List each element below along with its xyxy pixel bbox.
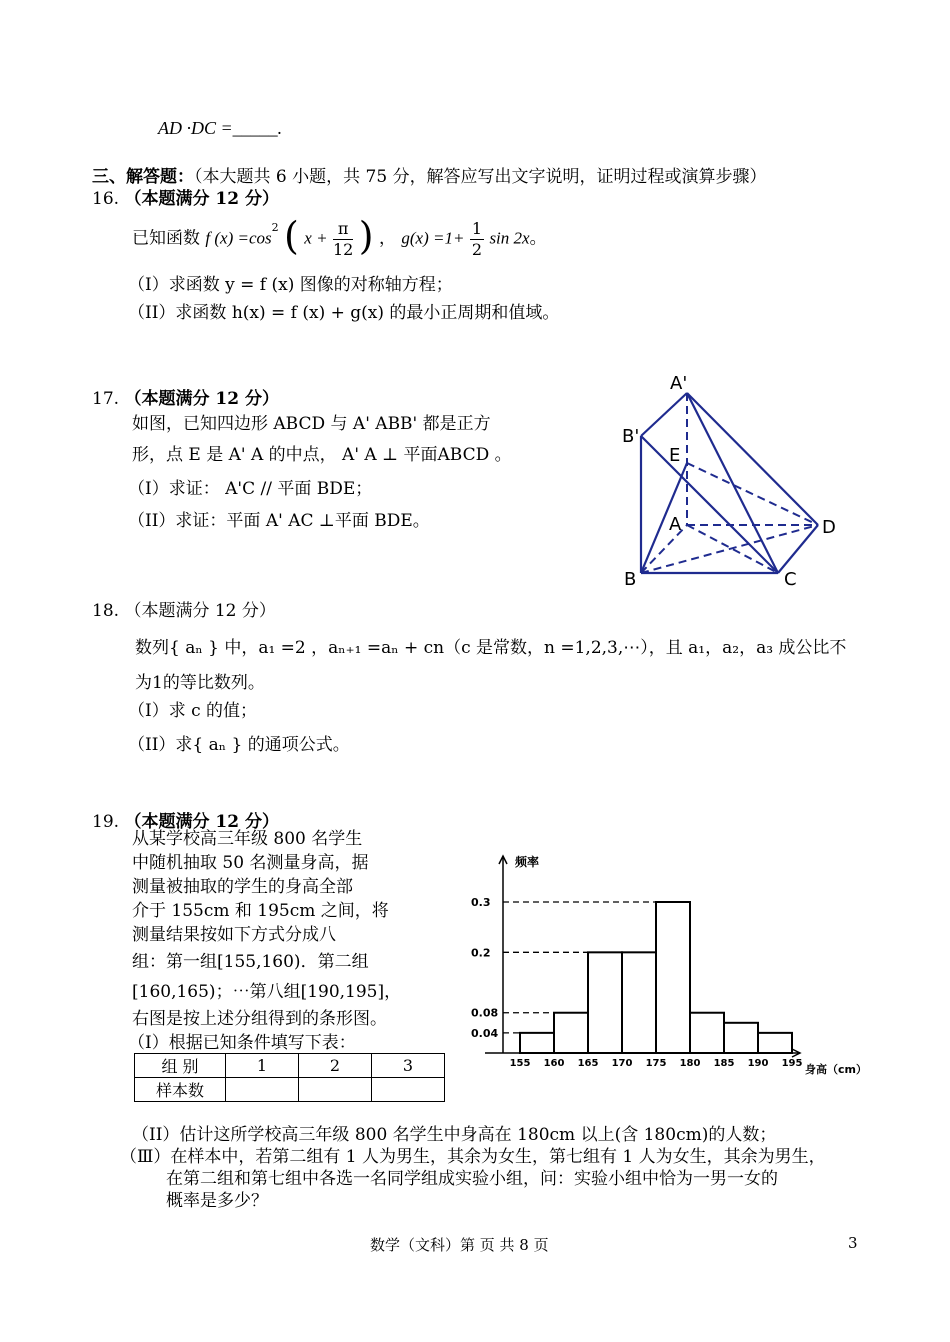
footer-center: 数学（文科）第 页 共 8 页 [370,1236,549,1254]
q17-number: 17. [92,389,120,409]
q16-header [92,184,279,209]
q19-text-line: 介于 155cm 和 195cm 之间，将 [132,901,389,921]
q17-line2: 形，点 E 是 A' A 的中点， A' A ⊥ 平面ABCD 。 [132,445,512,465]
q19-score: （本题满分 12 分） [124,812,279,832]
q17-header [92,384,279,409]
q19-text-line: [160,165)；⋯第八组[190,195]， [132,982,402,1002]
q16-number: 16. [92,189,120,209]
table-row-label: 样本数 [135,1078,226,1102]
q18-line1: 数列{ aₙ } 中，a₁ =2 ，aₙ₊₁ =aₙ + cn（c 是常数，n =1,2,3,⋯），且 a₁，a₂，a₃ 成公比不 [135,638,847,658]
q16-part1: （I）求函数 y = f (x) 图像的对称轴方程； [128,275,453,295]
q17-score: （本题满分 12 分） [124,389,279,409]
table-cell [299,1078,372,1102]
x-tick-label: 170 [611,1058,633,1069]
q18-score: （本题满分 12 分） [124,601,276,621]
q16-g-den: 2 [471,239,483,259]
q17-geometry-figure [610,365,850,595]
q19-text-line: 组：第一组[155,160)．第二组 [132,952,369,972]
y-axis-label: 频率 [515,855,540,869]
q16-left-paren: ( [284,214,299,259]
q17-part1: （I）求证： A'C // 平面 BDE； [128,479,373,499]
histogram-bar [520,1033,554,1053]
label-e: E [669,445,681,466]
q16-given-prefix: 已知函数 [132,228,200,249]
edge-c-d [778,525,818,573]
q16-f-x: x + [304,228,328,248]
histogram-bar [622,952,656,1053]
y-tick-label: 0.04 [471,1026,499,1040]
q16-g-lhs: g(x) =1+ [401,228,465,248]
q19-part3-line1: （Ⅲ）在样本中，若第二组有 1 人为男生，其余为女生，第七组有 1 人为女生，其余为男生， [120,1147,826,1167]
label-c: C [784,569,797,590]
q18-part2: （II）求{ aₙ } 的通项公式。 [128,735,350,755]
section-desc: （本大题共 6 小题，共 75 分，解答应写出文字说明，证明过程或演算步骤） [194,167,767,187]
histogram-bar [554,1013,588,1053]
label-a: A [669,514,682,535]
x-axis-label: 身高（cm） [805,1063,867,1076]
x-tick-label: 190 [747,1058,769,1069]
x-tick-label: 180 [679,1058,701,1069]
q16-g-fraction [470,219,484,260]
q16-end: 。 [529,228,547,249]
top-expression [158,118,282,139]
table-row [135,1054,445,1078]
edge-b-d-hidden [641,525,818,573]
q19-text [128,827,402,1055]
label-b-prime: B' [622,426,640,447]
edge-a1-b1 [641,393,687,436]
y-tick-label: 0.08 [471,1006,499,1020]
q19-text-line: 测量被抽取的学生的身高全部 [132,877,353,897]
edge-a1-d [687,393,818,525]
edge-e-d-hidden [687,463,818,525]
table-cell [372,1078,445,1102]
x-tick-label: 195 [781,1058,803,1069]
q18-line2: 为1的等比数列。 [135,673,265,693]
q18-part1: （I）求 c 的值； [128,701,258,721]
q16-f-sup: 2 [271,221,279,234]
table-cell [226,1078,299,1102]
label-b: B [624,569,637,590]
q16-f-den: 12 [332,239,354,259]
top-expr: AD ·DC = [158,118,233,138]
q19-text-line: 右图是按上述分组得到的条形图。 [132,1009,387,1029]
page-number: 3 [848,1234,858,1252]
table-header-cell: 2 [299,1054,372,1078]
q16-sep: ， [378,228,396,249]
q19-part2: （II）估计这所学校高三年级 800 名学生中身高在 180cm 以上(含 180cm)的人数； [132,1125,777,1145]
section-title: 三、解答题： [92,167,194,187]
q19-histogram [455,848,885,1108]
histogram-bar [588,952,622,1053]
table-header-cell: 组 别 [135,1054,226,1078]
q16-f-lhs: f (x) =cos [205,228,272,248]
q19-fill-table [134,1053,445,1102]
x-tick-label: 175 [645,1058,667,1069]
q16-g-num: 1 [471,218,483,238]
label-d: D [822,517,836,538]
q16-score: （本题满分 12 分） [124,189,279,209]
x-tick-label: 155 [509,1058,531,1069]
x-tick-label: 165 [577,1058,599,1069]
q19-text-line: 从某学校高三年级 800 名学生 [132,829,363,849]
q19-part3-line3: 概率是多少？ [166,1191,268,1211]
label-a-prime: A' [670,373,688,394]
q17-line1: 如图，已知四边形 ABCD 与 A' ABB' 都是正方 [132,414,491,434]
q18-header [92,596,276,621]
q18-number: 18. [92,601,120,621]
top-blank: _____. [232,118,283,138]
histogram-bar [690,1013,724,1053]
q19-text-line: 中随机抽取 50 名测量身高，据 [132,853,369,873]
q19-text-line: 测量结果按如下方式分成八 [132,925,336,945]
y-tick-label: 0.2 [471,946,491,960]
edge-a1-c [687,393,778,573]
x-tick-label: 185 [713,1058,735,1069]
table-header-cell: 3 [372,1054,445,1078]
y-tick-label: 0.3 [471,896,491,909]
histogram-bar [656,902,690,1053]
x-tick-label: 160 [543,1058,565,1069]
table-row [135,1078,445,1102]
q16-g-rest: sin 2x [489,228,530,248]
q19-number: 19. [92,812,120,832]
q16-f-fraction [333,219,353,260]
q16-part2: （II）求函数 h(x) = f (x) + g(x) 的最小正周期和值域。 [128,303,560,323]
q16-given [132,208,547,260]
q19-part3-line2: 在第二组和第七组中各选一名同学组成实验小组，问：实验小组中恰为一男一女的 [166,1169,778,1189]
histogram-bar [758,1033,792,1053]
q16-f-num: π [333,219,353,240]
histogram-bar [724,1023,758,1053]
q19-text-line: （I）根据已知条件填写下表： [128,1033,356,1053]
table-header-cell: 1 [226,1054,299,1078]
q17-part2: （II）求证：平面 A' AC ⊥平面 BDE。 [128,511,430,531]
q16-right-paren: ) [358,214,374,259]
